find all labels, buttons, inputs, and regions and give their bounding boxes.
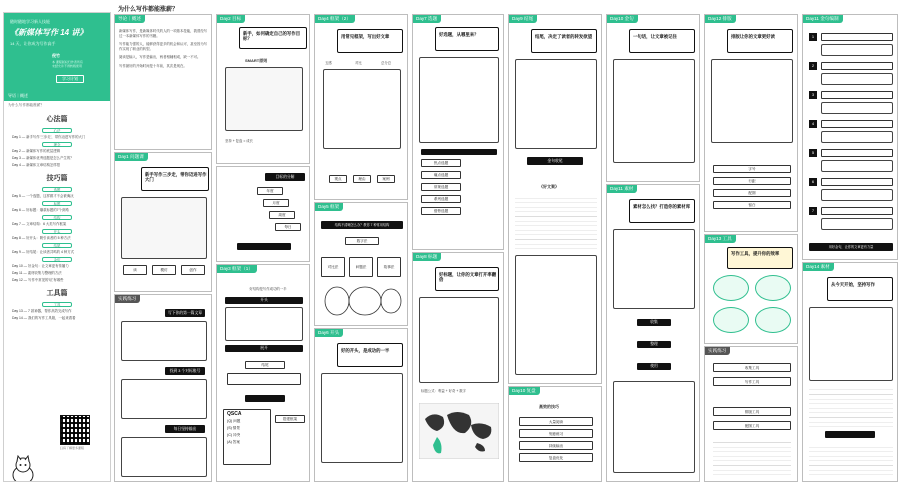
day12-board-title: 排版让你的文章更好读 [731,34,775,39]
panel-day8-header: Day8 标题 [412,252,441,261]
sidebar-section-title: 心法篇 [46,116,68,123]
tree-leaf: 月度 [263,199,289,207]
tree-leaf: 年度 [257,187,283,195]
day10-review-row: 持续输出 [519,441,593,450]
tree-caption-bar [237,243,291,250]
day13-bubble [713,275,749,301]
day5-item: 问题法 [349,257,373,277]
panel-day2-header: Day2 目标 [216,14,245,23]
sidebar-pill[interactable]: 结构 [42,215,72,220]
panel-day5-header: Day5 框架 [314,202,343,211]
sidebar-lesson-item[interactable]: Day 7 — 文章结构：6 大类写作框架 [12,222,67,226]
panel-day5[interactable] [314,202,408,326]
owner-line-2: 未经允许不得转载使用 [52,64,83,68]
sidebar-lesson-item[interactable]: Day 12 — 写作中常见的‘坑’有哪些 [12,278,64,282]
step-detail [821,160,893,172]
intro-note: 为什么写作都能涨薪？ [8,103,44,107]
qsca-item: (C) 冲突 [227,433,241,437]
sidebar-lesson-item[interactable]: Day 3 — 新媒体优秀选题是怎么产生的？ [12,156,74,160]
panel-day8[interactable] [412,252,504,482]
step-number: 2 [809,62,817,70]
day4-tag: 五感 [325,61,332,65]
sidebar-pill[interactable]: 心法 [42,128,72,133]
day4-tag: 总分总 [381,61,392,65]
panel-day11[interactable] [606,184,700,482]
day14-title-board [827,277,893,301]
day6-board-title: 好的开头，是成功的一半 [341,348,390,353]
day5-item: 故事法 [377,257,401,277]
day9-book: 《好文案》 [539,184,559,189]
day4-footer-item: 理由 [353,175,371,183]
panel-day1[interactable] [114,152,212,292]
sidebar-lesson-item[interactable]: Day 2 — 新媒体写作的底层逻辑 [12,149,61,153]
world-map-icon [419,403,499,459]
qsca-title: QSCA [227,411,242,417]
sidebar-lesson-item[interactable]: Day 1 — 新手写作‘三步走’，带你迈进写作的大门 [12,135,86,139]
tree-leaf: 周度 [269,211,295,219]
canvas-title: 为什么写作都能涨薪？ [118,7,179,13]
day2-footer: 坚持 + 复盘 = 成长 [225,139,254,143]
panel-day15-header: Day11 金句编制 [802,14,843,23]
panel-day9-header: Day9 结尾 [508,14,537,23]
day1-step: 创作 [181,265,205,275]
day7-board-title: 好选题，从哪里来？ [439,32,479,37]
intro-paragraph: 写作最好的开始时间是十年前，其次是现在。 [119,63,187,68]
day1-step: 模仿 [152,265,176,275]
day11-label: 收集 [637,319,671,326]
step-box [821,149,893,157]
day14-bar [825,431,875,438]
owner-note [52,60,100,68]
course-title: 《新媒体写作 14 讲》 [10,28,88,37]
day12-item: 配图 [713,189,791,197]
day10-title-board [629,29,695,53]
panel-day13-header: Day13 工具 [704,234,736,243]
day4-title-board [337,29,403,53]
step-detail [821,218,893,230]
day3-board-title: 好结构是写作成功的一半 [249,287,287,291]
panel-day10-review-header: Day10 复盘 [508,386,540,395]
course-header [4,13,110,91]
step-box [821,120,893,128]
tagline: 随时随地学习新人技能 [10,19,50,24]
step-number: 5 [809,149,817,157]
sidebar-pill[interactable]: 金句 [42,257,72,262]
day4-footer-item: 观点 [329,175,347,183]
day10-review-title: 高效的技巧 [539,404,559,409]
qr-caption: 扫码了解更多课程 [60,446,85,450]
sidebar-pill[interactable]: 开头 [42,229,72,234]
intro-paragraph: 写作能力强的人，能够获得更多的机会和认可，甚至因为写作实现了职业的转型。 [119,42,208,51]
panel-day3-header: Day3 框架（1） [216,264,257,273]
day13-bubble [755,275,791,301]
panel-day2[interactable] [216,14,310,164]
day11-label: 使用 [637,363,671,370]
day13-bubble [755,307,791,333]
practice-sketch [121,321,207,361]
sidebar-lesson-item[interactable]: Day 8 — 好开头：吸引读者的 5 种方法 [12,236,71,240]
qsca-right: 搭建框架 [275,415,305,423]
intro-text [119,29,209,147]
day12-sketch [711,59,793,143]
author-name: 倪竹 [52,53,60,58]
sidebar-section-title: 工具篇 [46,290,68,297]
day12-title-board [727,29,793,53]
intro-strip[interactable]: 导语｜概述 [4,91,110,101]
sidebar-pill[interactable]: 结尾 [42,243,72,248]
qsca-box [223,409,271,465]
day14-board-title: 从今天开始，坚持写作 [831,282,875,287]
panel-day1-header: Day1 问题课 [114,152,148,161]
day13-row: 收集工具 [713,363,791,372]
course-subtitle: 14 天，让你成为写作高手 [10,41,56,46]
step-detail [821,102,893,114]
day9-sketch-2 [515,255,597,375]
day5-title: 结构不清晰怎么办？教你 7 种常用结构 [321,221,403,229]
day7-list-item: 热点选题 [421,159,461,167]
day2-sketch [225,67,303,131]
step-box [821,62,893,70]
panel-day7-header: Day7 选题 [412,14,441,23]
panel-day13-practice-header: 实践练习 [704,346,730,355]
sidebar-pill[interactable]: 工具 [42,302,72,307]
day10-review-row: 复盘优化 [519,453,593,462]
day2-title-board [239,27,307,49]
day10-review-row: 大量阅读 [519,417,593,426]
day5-circles [323,283,403,319]
day1-sketch [121,197,207,259]
day13-row: 写作工具 [713,377,791,386]
qsca-item: (Q) 问题 [227,419,241,423]
day6-title-board [337,343,403,367]
cat-mascot-icon [10,455,36,482]
step-detail [821,189,893,201]
day10-review-row: 刻意练习 [519,429,593,438]
step-box [821,178,893,186]
day13-title-board [727,247,793,269]
day7-list-item: 借势选题 [421,207,461,215]
day9-box: 金句收尾 [527,157,583,165]
sidebar-lesson-item[interactable]: Day 14 — 我们的写作工具箱，一起来看看 [12,316,76,320]
qsca-item: (A) 答案 [227,440,240,444]
day3-sketch [225,307,303,341]
panel-day10-header: Day10 金句 [606,14,638,23]
day7-list-header [421,149,497,155]
panel-day4-header: Day4 框架（2） [314,14,355,23]
sidebar-lesson-item[interactable]: Day 13 — 7 款神器，帮你高效完成写作 [12,309,72,313]
owner-line-1: 本 课程版权归作者所有 [52,60,83,64]
day10-sketch [613,59,695,163]
day13-board-title: 写作工具，提升你的效率 [731,251,780,256]
day4-footer-item: 案例 [377,175,395,183]
panel-practice[interactable] [114,294,212,482]
day11-label: 整理 [637,341,671,348]
panel-day7[interactable] [412,14,504,250]
day3-section-bar [245,395,285,402]
step-number: 6 [809,178,817,186]
day7-list-item: 痛点选题 [421,171,461,179]
day11-sketch [613,229,695,309]
day7-sketch [419,57,499,143]
practice-item: 写下你的第一篇文章 [165,309,205,317]
day10-board-title: 一句话，让文章被记住 [633,34,677,39]
day5-item: 数字法 [345,237,379,245]
day15-footer: 用好金句，让你的文章更有力量 [809,243,893,251]
sidebar-sections [4,110,110,322]
day1-board-title: 新手写作三步走，带你迈进写作大门 [145,172,207,182]
day13-row: 排版工具 [713,407,791,416]
panel-intro-header: 导论｜概述 [114,14,145,23]
day1-title-board [141,167,209,191]
day8-footer: 标题公式：利益 + 好奇 + 数字 [421,389,467,393]
day13-row: 配图工具 [713,421,791,430]
day9-title-board [531,29,597,53]
day7-title-board [435,27,499,51]
day3-part: 开头 [225,297,303,304]
sidebar-lesson-item[interactable]: Day 4 — 新媒体文章结构怎样搭 [12,163,61,167]
panel-day14[interactable] [802,262,898,482]
day11-title-board [629,199,695,223]
step-number: 7 [809,207,817,215]
day8-title-board [435,267,499,291]
sidebar-pill[interactable]: 理念 [42,142,72,147]
panel-day6[interactable] [314,328,408,482]
panel-day4[interactable] [314,14,408,200]
panel-day10-review[interactable] [508,386,602,482]
day13-bubble [713,307,749,333]
sidebar-lesson-item[interactable]: Day 6 — 好标题：爆款标题的7个套路 [12,208,69,212]
day3-sub [227,373,301,385]
panel-day9[interactable] [508,14,602,384]
day2-board-title: 新手，如何确定自己的写作目标？ [243,31,301,41]
day8-sketch [419,297,499,383]
tree-leaf: 每日 [275,223,301,231]
panel-day15[interactable] [802,14,898,260]
day4-board-title: 用常见框架，写出好文章 [341,34,390,39]
step-box [821,33,893,41]
day5-item: 对比法 [321,257,345,277]
step-number: 1 [809,33,817,41]
qr-code [60,415,90,445]
step-box [821,91,893,99]
panel-day3[interactable] [216,264,310,482]
day14-sketch [809,307,893,381]
course-sidebar [3,12,111,482]
sidebar-lesson-item[interactable]: Day 11 — 素材收集与整理的方法 [12,271,62,275]
day13-notes [713,439,791,475]
day11-board-title: 素材怎么找？打造你的素材库 [633,204,691,209]
step-detail [821,131,893,143]
day11-flow [613,381,695,473]
day7-list-item: 系列选题 [421,195,461,203]
day9-sketch [515,59,597,149]
tree-root: 目标的分解 [265,173,305,181]
panel-day11-header: Day11 素材 [606,184,637,193]
panel-day2-tree[interactable] [216,166,310,262]
panel-intro[interactable] [114,14,212,150]
day1-step: 读 [123,265,147,275]
panel-day13-practice[interactable] [704,346,798,482]
panel-day12-header: Day12 排版 [704,14,736,23]
practice-item: 每日坚持输出 [165,425,205,433]
intro-paragraph: 新媒体写作，是新媒体时代的人的一项基本技能，我曾经写过一本新媒体写作的书籍。 [119,29,208,38]
step-number: 3 [809,91,817,99]
sidebar-pill[interactable]: 选题 [42,187,72,192]
step-detail [821,44,893,56]
day4-sketch [323,69,401,149]
panel-practice-header: 实践练习 [114,294,140,303]
day3-part: 展开 [225,345,303,352]
panel-day6-header: Day6 开头 [314,328,343,337]
day14-text-2 [809,443,893,475]
intro-paragraph: 阅读是输入，写作是输出，两者相辅相成，缺一不可。 [119,55,201,60]
practice-item: 找到 3 个对标账号 [165,367,205,375]
day9-text [515,195,597,249]
sidebar-lesson-item[interactable]: Day 10 — 好金句：让文章更有传播力 [12,264,69,268]
day8-board-title: 好标题，让你的文章打开率翻倍 [439,272,497,282]
day12-item: 留白 [713,201,791,209]
day12-item: 字号 [713,165,791,173]
day2-method: SMART原则 [245,58,268,63]
sidebar-lesson-item[interactable]: Day 9 — 好结尾：让读者共鸣的 4 种方式 [12,250,74,254]
day7-list-item: 常规选题 [421,183,461,191]
panel-day12[interactable] [704,14,798,232]
panel-day14-header: Day14 素材 [802,262,834,271]
sidebar-section-title: 技巧篇 [46,175,68,182]
day3-part: 结尾 [245,361,285,369]
qsca-item: (S) 情景 [227,426,240,430]
step-number: 4 [809,120,817,128]
day14-text [809,387,893,427]
day9-board-title: 结尾，决定了读者的转发欲望 [535,34,593,39]
day6-sketch [321,373,403,463]
panel-day10[interactable] [606,14,700,182]
step-box [821,207,893,215]
day12-item: 行距 [713,177,791,185]
sidebar-lesson-item[interactable]: Day 5 — 一个选题，这样做才不会被淘汰 [12,194,74,198]
practice-sketch [121,437,207,477]
step-detail [821,73,893,85]
day4-tag: 对比 [355,61,362,65]
study-plan-button[interactable]: 学习计划 [56,75,84,83]
sidebar-pill[interactable]: 标题 [42,201,72,206]
panel-day13[interactable] [704,234,798,344]
practice-sketch [121,379,207,419]
